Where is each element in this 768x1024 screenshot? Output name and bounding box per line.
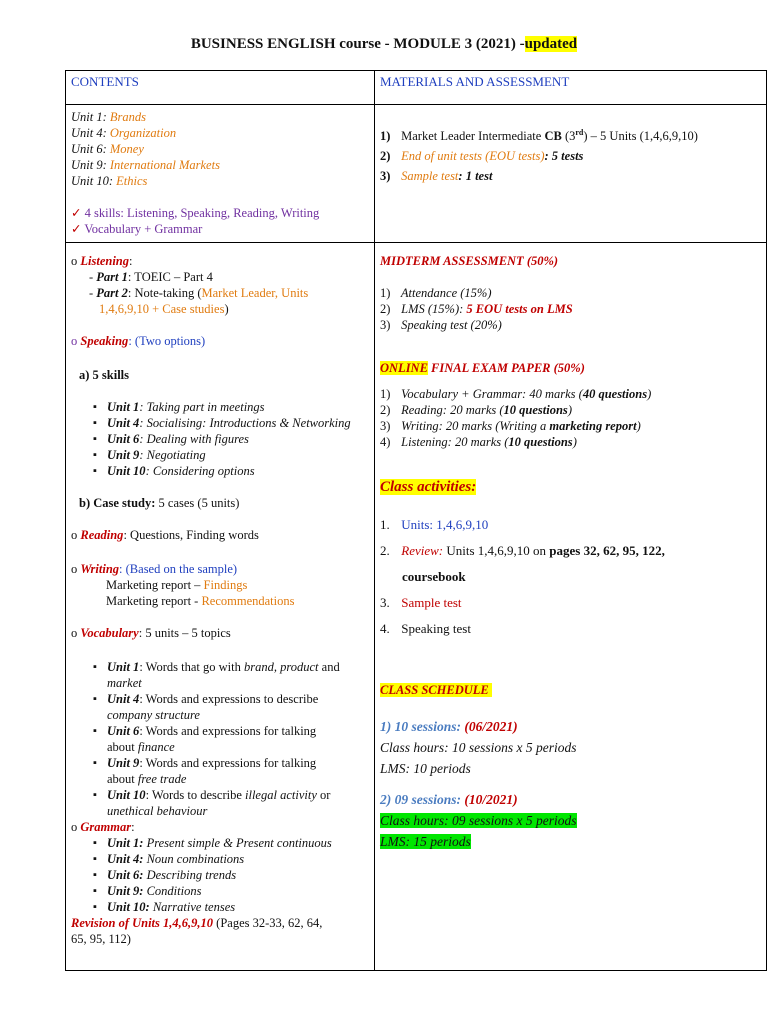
final-item: 3) Writing: 20 marks (Writing a marketing report)	[380, 419, 641, 433]
activity-item: 1. Units: 1,4,6,9,10	[380, 517, 489, 532]
vocab-unit: ▪ Unit 4: Words and expressions to describe company structure	[91, 691, 369, 723]
contents-header: CONTENTS	[66, 71, 375, 105]
activities-title: Class activities:	[380, 479, 477, 495]
title-text: BUSINESS ENGLISH course - MODULE 3 (2021) -	[190, 36, 525, 52]
final-item: 2) Reading: 20 marks (10 questions)	[380, 403, 572, 417]
title-updated-highlight: updated	[524, 36, 578, 52]
assessment-cell	[375, 243, 767, 971]
summary-row	[66, 105, 767, 243]
schedule-option-1: 1) 10 sessions: (06/2021) Class hours: 10 sessions x 5 periods LMS: 10 periods	[380, 719, 577, 776]
midterm-title: MIDTERM ASSESSMENT (50%)	[380, 254, 559, 268]
unit-item: Unit 9: International Markets	[71, 158, 220, 172]
schedule-option-2: 2) 09 sessions: (10/2021) Class hours: 09 sessions x 5 periods LMS: 15 periods	[380, 792, 577, 849]
grammar-unit: ▪ Unit 4: Noun combinations	[91, 851, 369, 867]
activities-list	[380, 512, 761, 642]
vocab-grammar-line: ✓ Vocabulary + Grammar	[71, 222, 203, 236]
speaking-unit: ▪ Unit 1: Taking part in meetings	[91, 399, 369, 415]
speaking-unit: ▪ Unit 6: Dealing with figures	[91, 431, 369, 447]
unit-item: Unit 6: Money	[71, 142, 144, 156]
speaking-unit: ▪ Unit 9: Negotiating	[91, 447, 369, 463]
speaking-option-a: a) 5 skills	[79, 368, 130, 382]
activity-item-cont: coursebook	[402, 569, 466, 584]
final-title: ONLINE FINAL EXAM PAPER (50%)	[380, 361, 585, 375]
writing-recommendations: Marketing report - Recommendations	[106, 594, 295, 608]
grammar-unit-list	[71, 835, 369, 915]
speaking-option-b: b) Case study: 5 cases (5 units)	[79, 496, 240, 510]
grammar-unit: ▪ Unit 10: Narrative tenses	[91, 899, 369, 915]
speaking-unit-list	[71, 399, 369, 479]
midterm-item: 1) Attendance (15%)	[380, 286, 492, 300]
unit-item: Unit 1: Brands	[71, 110, 147, 124]
detail-row	[66, 243, 767, 971]
listening-part2-cont: 1,4,6,9,10 + Case studies)	[99, 302, 229, 316]
vocab-unit: ▪ Unit 6: Words and expressions for talking about finance	[91, 723, 369, 755]
vocab-unit: ▪ Unit 9: Words and expressions for talking about free trade	[91, 755, 369, 787]
course-table	[65, 70, 767, 971]
unit-list	[71, 109, 369, 189]
activity-item: 2. Review: Units 1,4,6,9,10 on pages 32, 62, 95, 122,	[380, 543, 665, 558]
writing-heading: o Writing: (Based on the sample)	[71, 562, 238, 576]
grammar-unit: ▪ Unit 1: Present simple & Present continuous	[91, 835, 369, 851]
activity-item: 4. Speaking test	[380, 621, 471, 636]
speaking-unit: ▪ Unit 4: Socialising: Introductions & Networking	[91, 415, 369, 431]
midterm-list	[380, 285, 761, 333]
speaking-heading: o Speaking: (Two options)	[71, 334, 206, 348]
midterm-item: 2) LMS (15%): 5 EOU tests on LMS	[380, 302, 573, 316]
final-item: 4) Listening: 20 marks (10 questions)	[380, 435, 577, 449]
vocabulary-heading: o Vocabulary: 5 units – 5 topics	[71, 626, 231, 640]
material-1: 1) Market Leader Intermediate CB (3rd) – 5 Units (1,4,6,9,10)	[380, 128, 698, 144]
final-item: 1) Vocabulary + Grammar: 40 marks (40 questions)	[380, 387, 652, 401]
grammar-unit: ▪ Unit 6: Describing trends	[91, 867, 369, 883]
final-list	[380, 386, 761, 450]
material-3: 3) Sample test: 1 test	[380, 169, 493, 184]
check-icon: ✓	[71, 206, 82, 220]
page-title	[0, 36, 768, 52]
schedule-title: CLASS SCHEDULE	[380, 682, 761, 698]
vocab-unit: ▪ Unit 10: Words to describe illegal activity or unethical behaviour	[91, 787, 369, 819]
check-icon: ✓	[71, 222, 82, 236]
unit-item: Unit 10: Ethics	[71, 174, 148, 188]
listening-part2: - Part 2: Note-taking (Market Leader, Units	[89, 286, 309, 300]
unit-item: Unit 4: Organization	[71, 126, 177, 140]
listening-heading: o Listening:	[71, 254, 133, 268]
activity-item: 3. Sample test	[380, 595, 462, 610]
materials-header: MATERIALS AND ASSESSMENT	[375, 71, 767, 105]
midterm-item: 3) Speaking test (20%)	[380, 318, 502, 332]
vocabulary-unit-list	[71, 659, 369, 819]
grammar-revision-cont: 65, 95, 112)	[71, 932, 131, 946]
skills-line: ✓ 4 skills: Listening, Speaking, Reading, Writing	[71, 206, 320, 220]
vocab-unit: ▪ Unit 1: Words that go with brand, product and market	[91, 659, 369, 691]
speaking-unit: ▪ Unit 10: Considering options	[91, 463, 369, 479]
grammar-heading: o Grammar:	[71, 820, 135, 834]
units-cell	[66, 105, 375, 243]
grammar-revision: Revision of Units 1,4,6,9,10 (Pages 32-33, 62, 64,	[71, 916, 323, 930]
material-2: 2) End of unit tests (EOU tests): 5 tests	[380, 149, 584, 164]
skills-detail-cell	[66, 243, 375, 971]
materials-cell	[375, 105, 767, 243]
listening-part1: - Part 1: TOEIC – Part 4	[89, 270, 213, 284]
writing-findings: Marketing report – Findings	[106, 578, 248, 592]
grammar-unit: ▪ Unit 9: Conditions	[91, 883, 369, 899]
reading-heading: o Reading: Questions, Finding words	[71, 528, 259, 542]
